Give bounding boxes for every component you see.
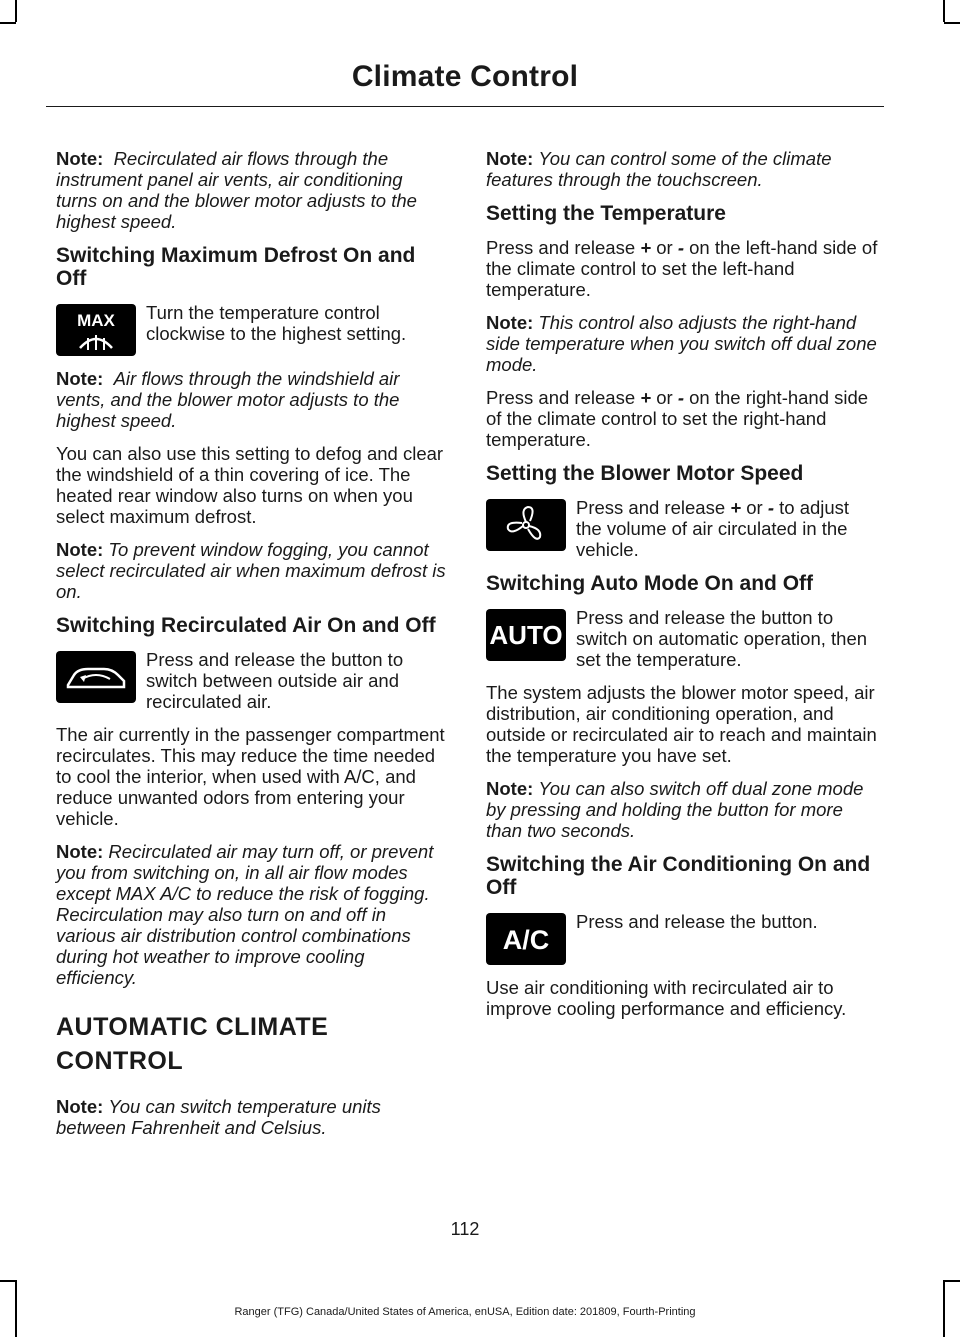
header-divider [46,106,884,107]
section-heading-auto: Switching Auto Mode On and Off [486,572,814,595]
note: Note: You can control some of the climate features through the touchscreen. [486,148,832,190]
svg-text:AUTO: AUTO [489,620,563,650]
auto-row [486,607,878,670]
crop-mark [15,0,17,22]
section-heading-temperature: Setting the Temperature [486,202,726,225]
paragraph: Press and release + or - on the left-hand side of the climate control to set the left-hand temperature. [486,237,878,300]
paragraph: Use air conditioning with recirculated air to improve cooling performance and efficiency. [486,977,847,1019]
auto-icon [486,609,566,661]
section-heading-recirculated-air: Switching Recirculated Air On and Off [56,614,436,637]
note: Note: You can switch temperature units between Fahrenheit and Celsius. [56,1096,381,1138]
chapter-heading: AUTOMATIC CLIMATE CONTROL [56,1013,329,1075]
max-defrost-icon [56,304,136,356]
paragraph: Press and release + or - on the right-hand side of the climate control to set the right-hand temperature. [486,387,869,450]
note: Note: Recirculated air may turn off, or prevent you from switching on, in all air flow modes except MAX A/C to reduce the risk of fogging. Recirculation may also turn on and off in various air distribution control combinations during hot weather to improve cooling efficiency. [56,841,434,988]
ac-icon [486,913,566,965]
fan-icon [486,499,566,551]
paragraph: The system adjusts the blower motor speed, air distribution, air conditioning operation, and outside or recirculated air to reach and maintain the temperature you have set. [486,682,877,766]
recirculated-air-icon [56,651,136,703]
crop-mark [0,22,16,24]
svg-text:A/C: A/C [502,925,550,955]
section-heading-blower: Setting the Blower Motor Speed [486,462,804,485]
note: Note: This control also adjusts the right-hand side temperature when you switch off dual zone mode. [486,312,877,375]
crop-mark [943,0,945,22]
recirculated-air-row [56,649,448,712]
note: Note: You can also switch off dual zone mode by pressing and holding the button for more than two seconds. [486,778,864,841]
left-column [56,148,448,1150]
auto-description: Press and release the button to switch on automatic operation, then set the temperature. [576,607,868,670]
right-column [486,148,878,1031]
ac-row [486,911,878,967]
max-defrost-row [56,302,448,358]
crop-mark [0,1280,16,1282]
section-heading-max-defrost: Switching Maximum Defrost On and Off [56,244,416,290]
ac-description: Press and release the button. [576,911,818,932]
blower-row [486,497,878,560]
svg-text:MAX: MAX [77,311,115,330]
recirculated-air-description: Press and release the button to switch between outside air and recirculated air. [146,649,404,712]
note: Note: Air flows through the windshield air vents, and the blower motor adjusts to the highest speed. [56,368,400,431]
section-heading-ac: Switching the Air Conditioning On and Off [486,853,871,899]
paragraph: You can also use this setting to defog and clear the windshield of a thin covering of ice. The heated rear window also turns on when you select maximum defrost. [56,443,444,527]
crop-mark [943,1280,945,1337]
blower-description: Press and release + or - to adjust the volume of air circulated in the vehicle. [576,497,850,560]
crop-mark [944,1280,960,1282]
note: Note: To prevent window fogging, you cannot select recirculated air when maximum defrost is on. [56,539,446,602]
note: Note: Recirculated air flows through the instrument panel air vents, air conditioning turns on and the blower motor adjusts to the highest speed. [56,148,417,232]
max-defrost-description: Turn the temperature control clockwise to the highest setting. [146,302,407,344]
paragraph: The air currently in the passenger compartment recirculates. This may reduce the time needed to cool the interior, when used with A/C, and reduce unwanted odors from entering your vehicle. [56,724,445,829]
footer-text: Ranger (TFG) Canada/United States of America, enUSA, Edition date: 201809, Fourth-Printing [234,1306,696,1318]
page-title: Climate Control [351,60,579,93]
page-number: 112 [450,1219,480,1239]
crop-mark [944,22,960,24]
